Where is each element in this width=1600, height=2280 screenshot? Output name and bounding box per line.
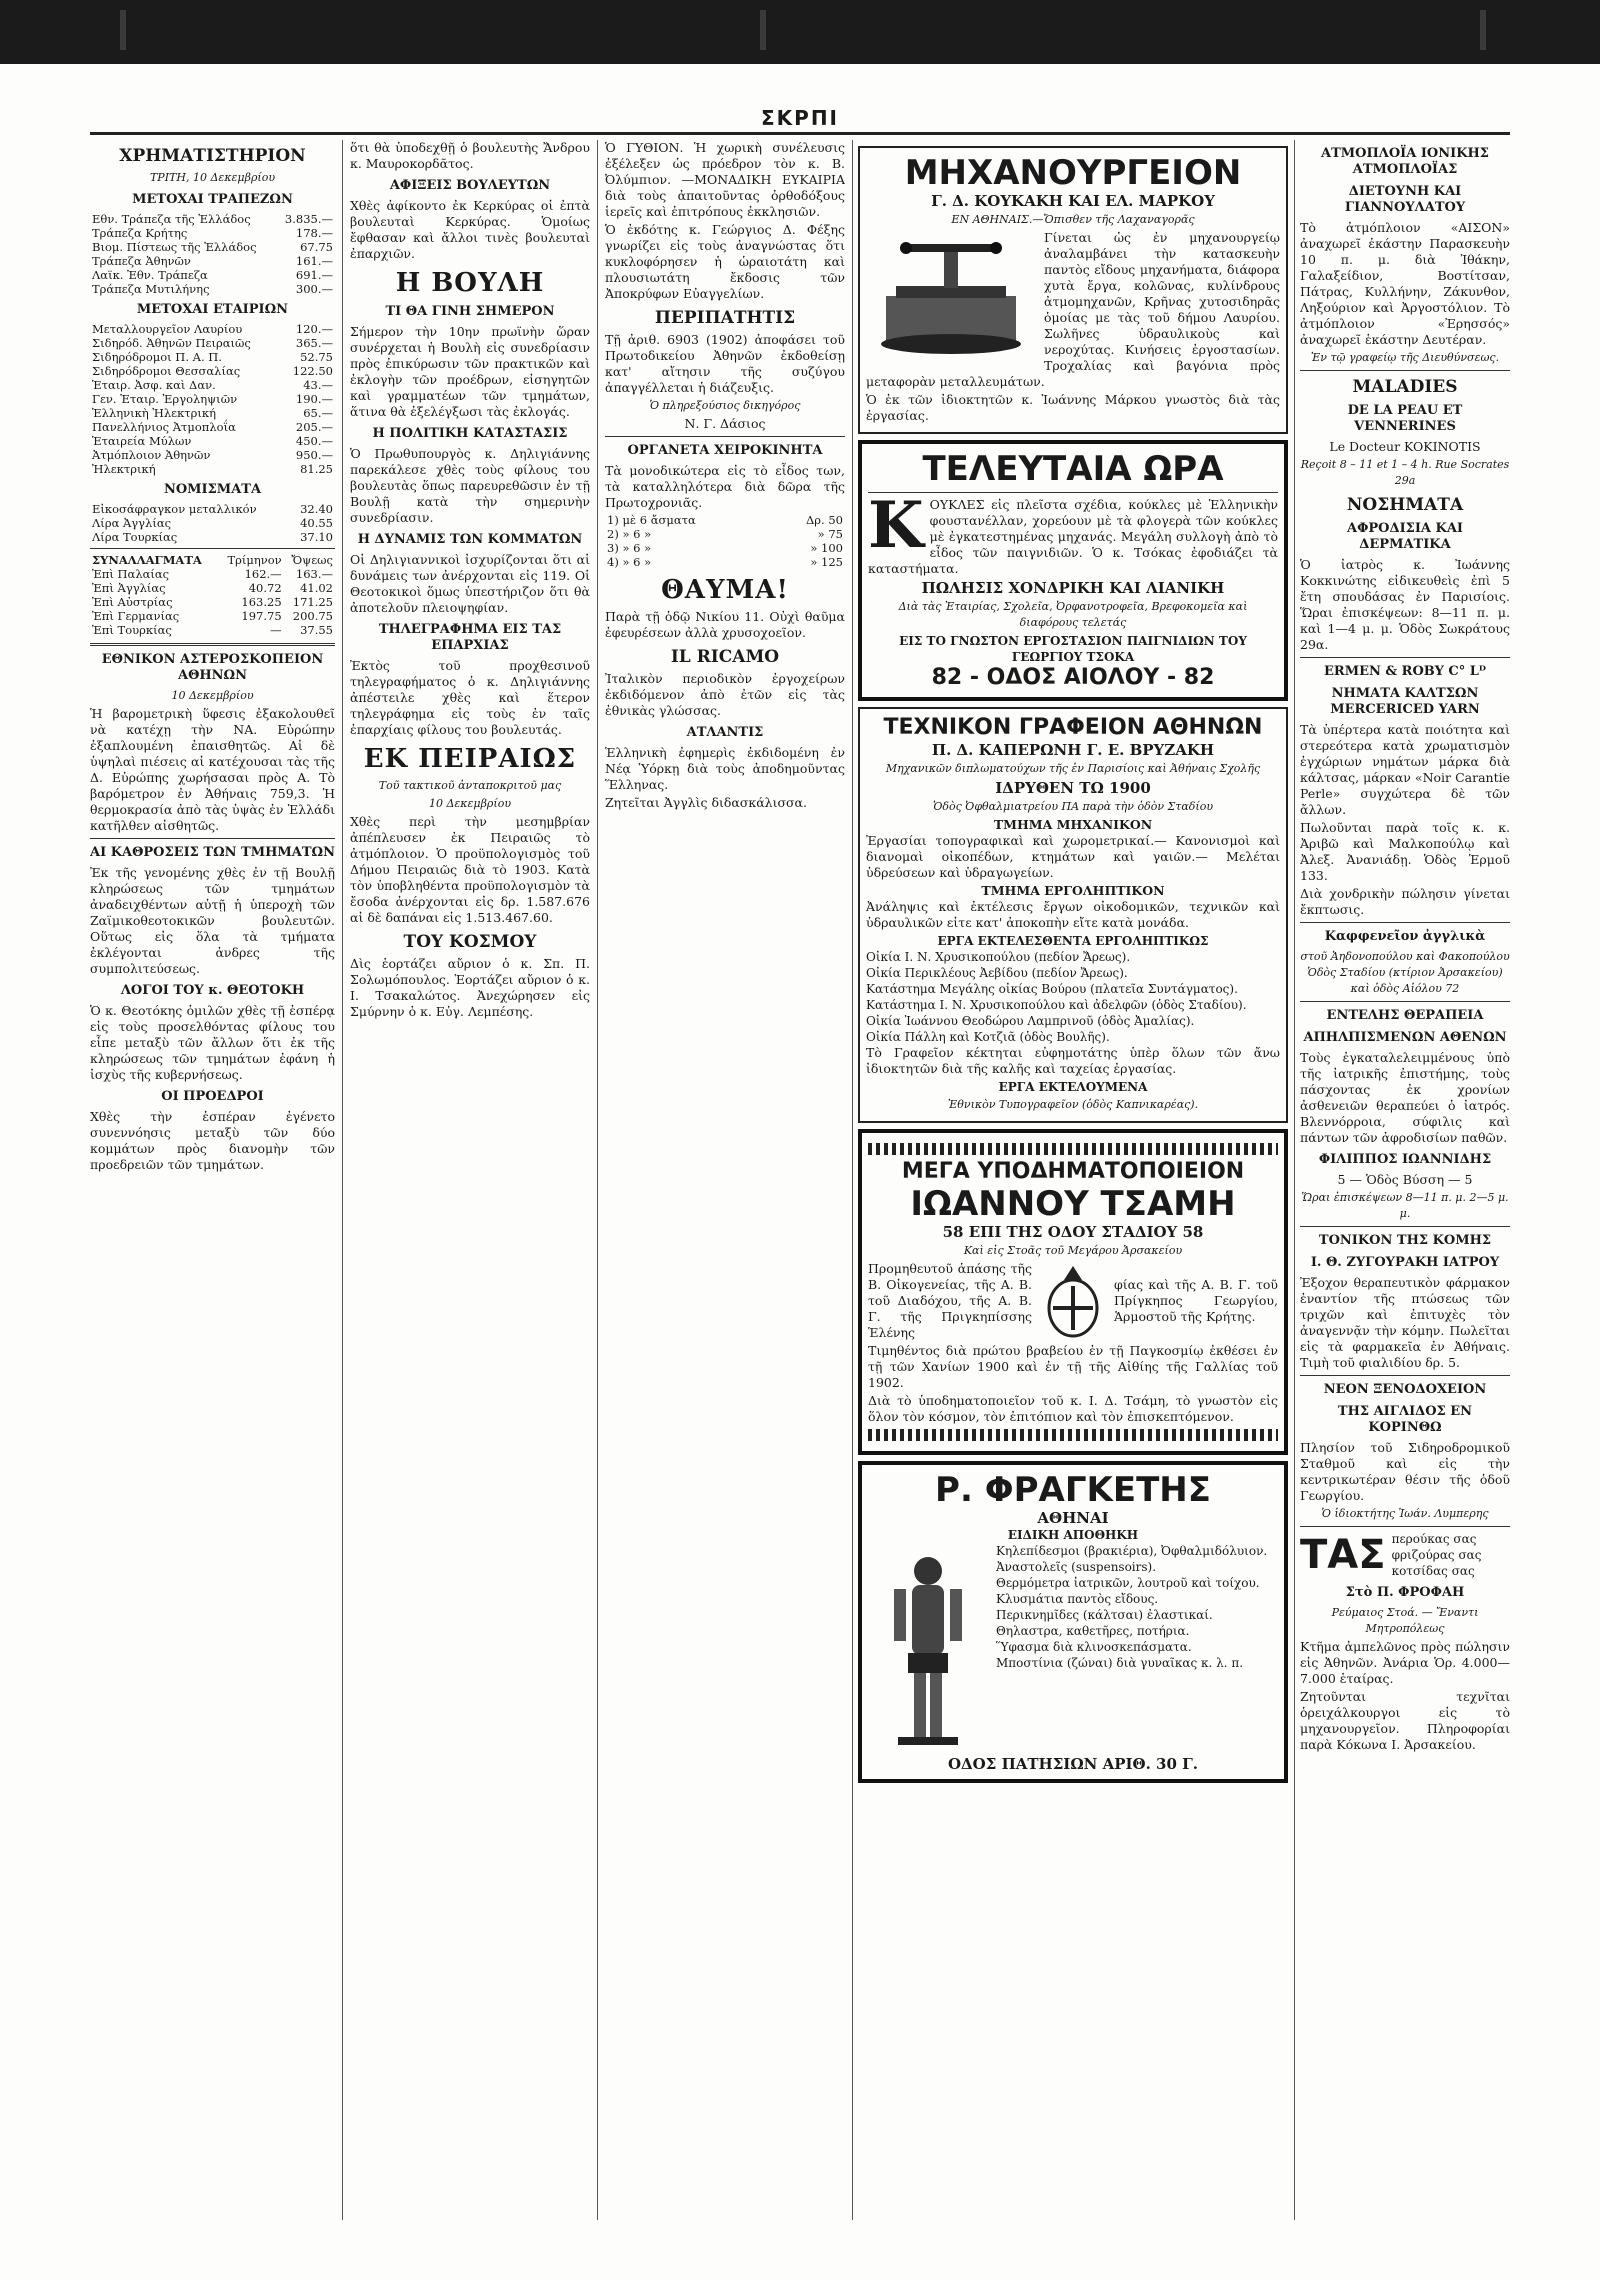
mechanic-owners: Γ. Δ. ΚΟΥΚΑΚΗ ΚΑΙ ΕΛ. ΜΑΡΚΟΥ <box>931 192 1215 210</box>
bank-row-label: Λαϊκ. Ἐθν. Τράπεζα <box>92 268 208 282</box>
divider <box>1300 1526 1510 1527</box>
exchange-row <box>90 623 335 637</box>
organ-row-value: Δρ. 50 <box>805 513 843 527</box>
company-row <box>90 420 335 434</box>
header-rule <box>90 132 1510 135</box>
exchange-col-1: Τρίμηνον <box>227 553 282 567</box>
company-row <box>90 462 335 476</box>
ermen-subheading: ΝΗΜΑΤΑ ΚΑΛΤΣΩΝ MERCERICED YARN <box>1330 686 1480 717</box>
cure-hours: Ὥραι ἐπισκέψεων 8—11 π. μ. 2—5 μ. μ. <box>1301 1191 1509 1220</box>
maladies-subheading: DE LA PEAU ET VENNERINES <box>1347 403 1463 434</box>
maladies-heading: MALADIES <box>1352 377 1458 397</box>
exchange-row-label: Ἐπὶ Τουρκίας <box>92 623 172 637</box>
maladies-greek-subheading: ΑΦΡΟΔΙΣΙΑ ΚΑΙ ΔΕΡΜΑΤΙΚΑ <box>1346 521 1464 552</box>
powers-text: Οἱ Δηλιγιαννικοὶ ἰσχυρίζονται ὅτι αἱ δυνάμεις των ἀνέρχονται εἰς 119. Οἱ Θεοτοκικοὶ ὅμως ὑπεστήριζον ὅτι θὰ ἀποτελοῦν πλειοψηφίαν. <box>350 552 590 615</box>
ornament-border <box>868 1429 1278 1441</box>
companies-heading: ΜΕΤΟΧΑΙ ΕΤΑΙΡΙΩΝ <box>136 302 289 317</box>
top-scan-band <box>0 0 1600 64</box>
company-row-value: 120.— <box>295 322 333 336</box>
steamship-heading: ΑΤΜΟΠΛΟΪΑ ΙΟΝΙΚΗΣ ΑΤΜΟΠΛΟΪΑΣ <box>1321 146 1489 177</box>
lasthour-street: 82 - ΟΔΟΣ ΑΙΟΛΟΥ - 82 <box>931 665 1215 690</box>
shoemaker-right-text: φίας καὶ τῆς Α. Β. Γ. τοῦ Πρίγκηπος Γεωργίου, Ἁρμοστοῦ τῆς Κρήτης. <box>1114 1277 1278 1324</box>
company-row-value: 81.25 <box>300 462 333 476</box>
fragketis-item: Ἀναστολεῖς (suspensoirs). <box>996 1560 1157 1574</box>
coin-row-label: Λίρα Τουρκίας <box>92 530 178 544</box>
companies-table <box>90 322 335 476</box>
divider <box>1300 1375 1510 1376</box>
bank-row-label: Εθν. Τράπεζα τῆς Ἑλλάδος <box>92 212 251 226</box>
fragketis-item: Κλυσμάτια παντὸς εἴδους. <box>996 1592 1159 1606</box>
band-speck <box>1480 10 1486 50</box>
observatory-text: Ἡ βαρομετρικὴ ὕφεσις ἐξακολουθεῖ νὰ κατέχῃ τὴν ΝΑ. Εὐρώπην ἐξαπλουμένη ἐπαισθητῶς. Αἱ δὲ ὑψηλαὶ πιέσεις αἱ κατέχουσαι τὰς τῆς Δ. Εὐρώπης χωρήσασαι πρὸς Α. Τὸ βαρόμετρον ἐν Ἀθήναις 759,3. Ἡ θερμοκρασία ἀπὸ τὰς ὑψὰς ἐν Ἑλλάδι κατῆλθεν αἰσθητῶς. <box>90 706 335 833</box>
coins-table <box>90 502 335 544</box>
exchange-row-value: 163.— <box>295 567 333 581</box>
company-row <box>90 448 335 462</box>
world-text: Δὶς ἑορτάζει αὔριον ὁ κ. Σπ. Π. Σολωμόπουλος. Ἑορτάζει αὔριον ὁ κ. Ι. Τσακαλώτος. Ἀνεχώρησεν εἰς Σμύρνην ὁ κ. Εὐγ. Λεμπέσης. <box>350 956 590 1019</box>
divider <box>90 643 335 646</box>
exchange-row-label: Ἐπὶ Παλαίας <box>92 567 170 581</box>
tech-founded: ΙΔΡΥΘΕΝ ΤΩ 1900 <box>995 779 1151 797</box>
company-row-value: 950.— <box>295 448 333 462</box>
cure-heading: ΕΝΤΕΛΗΣ ΘΕΡΑΠΕΙΑ <box>1326 1008 1484 1023</box>
cabinet-text: Ἐκ τῆς γενομένης χθὲς ἐν τῇ Βουλῇ κληρώσεως τῶν τμημάτων ἀναδειχθέντων αὐτῇ ἡ ὑπεροχὴ τῶν Ζαϊμικοθεοτοκικῶν βουλευτῶν. Οὕτως εἰς ὅλα τὰ τμήματα ἐκλέγονται ἀνδρες τῆς συμπολιτεύσεως. <box>90 865 335 976</box>
fragketis-item: Θερμόμετρα ἰατρικῶν, λουτροῦ καὶ τοίχου. <box>996 1576 1260 1590</box>
company-row-label: Ἠλεκτρική <box>92 462 156 476</box>
column-rule <box>597 140 598 2220</box>
cure-subheading: ΑΠΗΛΠΙΣΜΕΝΩΝ ΑΘΕΝΩΝ <box>1303 1030 1507 1045</box>
piraeus-date: 10 Δεκεμβρίου <box>428 797 512 810</box>
lasthour-sale-detail: Διὰ τὰς Ἑταιρίας, Σχολεῖα, Ὀρφανοτροφεῖα, Βρεφοκομεῖα καὶ διαφόρους τελετάς <box>898 600 1248 629</box>
atlantis-heading: ΑΤΛΑΝΤΙΣ <box>686 725 764 740</box>
fragketis-ad <box>858 1461 1288 1783</box>
tech-dept-2: ΤΜΗΜΑ ΕΡΓΟΛΗΠΤΙΚΟΝ <box>981 883 1165 898</box>
lasthour-title: ΤΕΛΕΥΤΑΙΑ ΩΡΑ <box>922 449 1224 489</box>
bank-row <box>90 240 335 254</box>
maladies-text: Ὁ ἰατρὸς κ. Ἰωάννης Κοκκινώτης εἰδικευθεὶς ἐπὶ 5 ἔτη σπουδάσας ἐν Παρισίοις. Ὥραι ἐπισκέψεων: 8—11 π. μ. καὶ 1—4 μ. μ. Ὁδὸς Σωκράτους 29α. <box>1300 557 1510 652</box>
exchange-row-label: Ἐπὶ Αὐστρίας <box>92 595 173 609</box>
bank-row-label: Τράπεζα Μυτιλήνης <box>92 282 210 296</box>
telegrams-text: Ἐκτὸς τοῦ προχθεσινοῦ τηλεγραφήματος ὁ κ. Δηλιγιάννης ἀπέστειλε χθὲς καὶ ἕτερον τηλεγράφημα εἰς τοὺς ἐν ταῖς ἐπαρχίαις φίλους του βουλευτάς. <box>350 658 590 737</box>
parliament-heading: Η ΒΟΥΛΗ <box>395 268 545 298</box>
exchange-heading: ΣΥΝΑΛΛΑΓΜΑΤΑ <box>92 553 202 567</box>
ornament-border <box>868 1143 1278 1155</box>
bank-row-value: 300.— <box>295 282 333 296</box>
banks-table <box>90 212 335 296</box>
wig-ad-address: Ρεύμαιος Στοά. — Ἔναντι Μητροπόλεως <box>1331 1606 1479 1635</box>
divider <box>605 436 845 437</box>
fragketis-title: Ρ. ΦΡΑΓΚΕΤΗΣ <box>935 1470 1211 1510</box>
mechanic-location: ΕΝ ΑΘΗΝΑΙΣ.—Ὄπισθεν τῆς Λαχαναγορᾶς <box>951 213 1195 226</box>
lasthour-text: ΟΥΚΛΕΣ εἰς πλεῖστα σχέδια, κούκλες μὲ Ἑλληνικὴν φουστανέλλαν, χορεύουν μὲ τὰ φλογερὰ τῶν κούκλες μὲ ἐγκατεστημένας μηχανάς. Μεγάλη συλλογὴ ἀπὸ τὸ εἶδος τῶν παιγνιδιῶν. Ὁ κ. Τσόκας ἐφοδιάζει τὰ καταστήματα. <box>868 497 1278 576</box>
lasthour-address: ΕΙΣ ΤΟ ΓΝΩΣΤΟΝ ΕΡΓΟΣΤΑΣΙΟΝ ΠΑΙΓΝΙΔΙΩΝ ΤΟΥ ΓΕΩΡΓΙΟΥ ΤΣΟΚΑ <box>899 634 1247 664</box>
bourse-heading: ΧΡΗΜΑΤΙΣΤΗΡΙΟΝ <box>119 146 306 166</box>
tech-work-item: Οἰκία Ι. Ν. Χρυσικοπούλου (πεδίον Ἄρεως). <box>866 950 1131 964</box>
ermen-footer: Διὰ χονδρικὴν πώλησιν γίνεται ἔκπτωσις. <box>1300 886 1510 917</box>
shoemaker-address: 58 ΕΠΙ ΤΗΣ ΟΔΟΥ ΣΤΑΔΙΟΥ 58 <box>942 1223 1204 1241</box>
company-row-value: 450.— <box>295 434 333 448</box>
organ-row-label: 4) » 6 » <box>607 555 652 569</box>
lasthour-sale: ΠΩΛΗΣΙΣ ΧΟΝΔΡΙΚΗ ΚΑΙ ΛΙΑΝΙΚΗ <box>921 579 1225 597</box>
organ-row-label: 3) » 6 » <box>607 541 652 555</box>
piraeus-heading: ΕΚ ΠΕΙΡΑΙΩΣ <box>363 744 577 774</box>
tech-address: Ὁδὸς Ὀφθαλμιατρείου ΠΑ παρὰ τὴν ὁδὸν Σταδίου <box>932 800 1214 813</box>
organs-text: Τὰ μονοδικώτερα εἰς τὸ εἶδος των, τὰ καταλληλότερα διὰ δῶρα τῆς Πρωτοχρονιᾶς. <box>605 463 845 510</box>
tech-subtitle: Μηχανικῶν διπλωματούχων τῆς ἐν Παρισίοις καὶ Ἀθήναις Σχολῆς <box>885 762 1261 775</box>
bourse-date: ΤΡΙΤΗ, 10 Δεκεμβρίου <box>149 171 276 184</box>
company-row-label: Πανελλήνιος Ἀτμοπλοΐα <box>92 420 236 434</box>
divider <box>90 838 335 839</box>
col2-lead-text: ὅτι θὰ ὑποδεχθῇ ὁ βουλευτὴς Ἄνδρου κ. Μαυροκορδᾶτος. <box>350 140 590 171</box>
organ-row <box>605 513 845 527</box>
exchange-row-label: Ἐπὶ Ἀγγλίας <box>92 581 166 595</box>
steamship-office: Ἐν τῷ γραφείῳ τῆς Διευθύνσεως. <box>1310 351 1500 364</box>
speech-text: Ὁ κ. Θεοτόκης ὁμιλῶν χθὲς τῇ ἑσπέρᾳ εἰς τοὺς προσελθόντας φίλους του εἶπε μεταξὺ τῶν ἄλλων ὅτι ἐκ τῆς κληρώσεως τῶν τμημάτων ἐφάνη ἡ ἰσχὺς τῆς κυβερνήσεως. <box>90 1003 335 1082</box>
company-row-value: 205.— <box>295 420 333 434</box>
cure-text: Τοὺς ἐγκαταλελειμμένους ὑπὸ τῆς ἰατρικῆς ἐπιστήμης, τοὺς πάσχοντας ἐκ χρονίων ἀσθενειῶν θεραπεύει ὁ ἰατρός. Βλεννόρροια, σύφιλις καὶ πάντων τῶν ἀφροδισίων παθῶν. <box>1300 1050 1510 1145</box>
maladies-greek-heading: ΝΟΣΗΜΑΤΑ <box>1346 495 1464 515</box>
exchange-row-value: 162.— <box>244 567 282 581</box>
exchange-row <box>90 595 335 609</box>
fragketis-items <box>996 1543 1278 1755</box>
wig-ad-title: ΤΑΣ <box>1300 1532 1386 1578</box>
company-row <box>90 364 335 378</box>
bank-row-value: 67.75 <box>300 240 333 254</box>
company-row <box>90 322 335 336</box>
tech-footer: Τὸ Γραφεῖον κέκτηται εὐφημοτάτης ὑπὲρ ὅλων τῶν ἄνω ἰδιοκτητῶν διὰ τῆς καλῆς καὶ ταχείας ἐργασίας. <box>866 1045 1280 1076</box>
organ-row-value: » 100 <box>810 541 843 555</box>
column-5 <box>1300 140 1510 2220</box>
exchange-col-2: Ὄψεως <box>291 553 333 567</box>
tonic-heading: ΤΟΝΙΚΟΝ ΤΗΣ ΚΟΜΗΣ <box>1318 1233 1492 1248</box>
company-row-label: Μεταλλουργεῖον Λαυρίου <box>92 322 243 336</box>
tech-running-heading: ΕΡΓΑ ΕΚΤΕΛΟΥΜΕΝΑ <box>998 1080 1148 1094</box>
fragketis-item: Περικνημῖδες (κάλτσαι) ἐλαστικαί. <box>996 1608 1213 1622</box>
company-row-label: Σιδηρόδ. Ἀθηνῶν Πειραιῶς <box>92 336 251 350</box>
estate-text: Κτῆμα ἀμπελῶνος πρὸς πώλησιν εἰς Ἀθηνῶν. Ἀνάρια Ὁρ. 4.000—7.000 ἑταίρας. <box>1300 1639 1510 1686</box>
tech-work-item: Οἰκία Ἰωάννου Θεοδώρου Λαμπρινοῦ (ὁδὸς Ἀμαλίας). <box>866 1014 1195 1028</box>
organ-row-value: » 75 <box>817 527 843 541</box>
speech-heading: ΛΟΓΟΙ ΤΟΥ κ. ΘΕΟΤΟΚΗ <box>120 983 305 998</box>
tech-dept-2-text: Ἀνάληψις καὶ ἐκτέλεσις ἔργων οἰκοδομικῶν, τεχνικῶν καὶ ὑδραυλικῶν εἰτε κατ' ἀποκοπὴν εἴτε κατὰ μονάδα. <box>866 899 1280 930</box>
bank-row <box>90 268 335 282</box>
tech-work-item: Κατάστημα Ι. Ν. Χρυσικοπούλου καὶ ἀδελφῶν (ὁδὸς Σταδίου). <box>866 998 1247 1012</box>
exchange-row <box>90 609 335 623</box>
bank-row <box>90 254 335 268</box>
company-row <box>90 406 335 420</box>
lasthour-drop-cap: Κ <box>868 488 924 563</box>
observatory-heading: ΕΘΝΙΚΟΝ ΑΣΤΕΡΟΣΚΟΠΕΙΟΝ ΑΘΗΝΩΝ <box>101 652 324 683</box>
statue-figure-icon <box>868 1549 988 1749</box>
exchange-table <box>90 553 335 637</box>
coin-row-value: 40.55 <box>300 516 333 530</box>
company-row-label: Γεν. Ἑταιρ. Ἐργοληψιῶν <box>92 392 238 406</box>
publication-text: Ὁ ἐκδότης κ. Γεώργιος Δ. Φέξης γνωρίζει εἰς τοὺς ἀναγνώστας ὅτι κυκλοφόρησεν ἡ ὡραιοτάτη καὶ πλουσιωτάτη ἔκδοσις τῶν Ἀποκρύφων Εὐαγγελίων. <box>605 222 845 301</box>
fragketis-subtitle: ΕΙΔΙΚΗ ΑΠΟΘΗΚΗ <box>1007 1528 1139 1542</box>
coins-heading: ΝΟΜΙΣΜΑΤΑ <box>163 482 262 497</box>
coin-row <box>90 530 335 544</box>
coin-row-label: Εἰκοσάφραγκον μεταλλικόν <box>92 502 257 516</box>
press-machine-icon <box>866 236 1036 356</box>
ermen-heading: ERMEN & ROBY C° Lᴰ <box>1324 664 1486 679</box>
tech-work-item: Οἰκία Πάλλη καὶ Κοτζιᾶ (ὁδὸς Βουλῆς). <box>866 1030 1110 1044</box>
company-row <box>90 434 335 448</box>
col3-closing-text: Ζητεῖται Ἀγγλὶς διδασκάλισσα. <box>605 795 807 810</box>
bank-row-value: 691.— <box>295 268 333 282</box>
divider <box>1300 922 1510 923</box>
wig-ad-shop: Στὸ Π. ΦΡΟΦΑΗ <box>1345 1585 1465 1600</box>
hotel-subheading: ΤΗΣ ΑΙΓΛΙΔΟΣ ΕΝ ΚΟΡΙΝΘΩ <box>1337 1404 1473 1435</box>
wig-ad-lines <box>1392 1531 1482 1579</box>
fragketis-footer: ΟΔΟΣ ΠΑΤΗΣΙΩΝ ΑΡΙΘ. 30 Γ. <box>947 1755 1199 1773</box>
observatory-date: 10 Δεκεμβρίου <box>171 689 254 702</box>
wig-ad-line: φριζούρας σας <box>1391 1548 1482 1562</box>
divider <box>1300 370 1510 371</box>
signature-title: Ὁ πληρεξούσιος δικηγόρος <box>649 399 801 412</box>
column-2 <box>350 140 590 2220</box>
tech-dept-1-text: Ἐργασίαι τοπογραφικαὶ καὶ χωρομετρικαί.— Κανονισμοὶ καὶ διανομαὶ οἰκοπέδων, κτημάτων καὶ γαιῶν.— Μελέται ὑδρεύσεων καὶ ὑδραγωγείων. <box>866 833 1280 880</box>
mechanic-ad <box>858 146 1288 434</box>
piraeus-text: Χθὲς περὶ τὴν μεσημβρίαν ἀπέπλευσεν ἐκ Πειραιῶς τὸ ἀτμόπλοιον. Ὁ προϋπολογισμὸς τοῦ Δήμου Πειραιῶς διὰ τὸ 1903. Κατὰ τὸν ὑποβληθέντα προϋπολογισμὸν τὰ ἔσοδα ἀνέρχονται εἰς δρ. 1.587.676 αἱ δὲ δαπάναι εἰς 1.513.467.60. <box>350 814 590 925</box>
column-rule <box>852 140 853 2220</box>
organ-row <box>605 555 845 569</box>
divider <box>868 492 1278 493</box>
company-row-value: 190.— <box>295 392 333 406</box>
fragketis-item: Μποστίνια (ζώναι) διὰ γυναῖκας κ. λ. π. <box>996 1656 1244 1670</box>
organ-row-label: 1) μὲ 6 ἄσματα <box>607 513 696 527</box>
divider <box>1300 1001 1510 1002</box>
ricamo-text: Ἰταλικὸν περιοδικὸν ἐργοχείρων ἐκδιδόμενον ἀπὸ ἐτῶν εἰς τὰς ἐθνικὰς γλώσσας. <box>605 671 845 718</box>
shoemaker-footer-2: Διὰ τὸ ὑποδηματοποιεῖον τοῦ κ. Ι. Δ. Τσάμη, τὸ γνωστὸν εἰς ὅλον τὸν κόσμον, τὸν ἐπιτόπιον καὶ τὸν ἐπισκεπτόμενον. <box>868 1393 1278 1424</box>
presidents-heading: ΟΙ ΠΡΟΕΔΡΟΙ <box>161 1089 264 1104</box>
bank-row <box>90 226 335 240</box>
parliament-subheading: ΤΙ ΘΑ ΓΙΝΗ ΣΗΜΕΡΟΝ <box>385 304 555 319</box>
company-row <box>90 336 335 350</box>
tech-running-text: Ἐθνικὸν Τυπογραφεῖον (ὁδὸς Καπνικαρέας). <box>947 1098 1199 1111</box>
organ-row-value: » 125 <box>810 555 843 569</box>
tech-dept-1: ΤΜΗΜΑ ΜΗΧΑΝΙΚΟΝ <box>993 817 1153 832</box>
bank-row-value: 161.— <box>295 254 333 268</box>
coin-row-value: 37.10 <box>300 530 333 544</box>
divider <box>1300 657 1510 658</box>
organ-row-label: 2) » 6 » <box>607 527 652 541</box>
company-row-label: Σιδηρόδρομοι Θεσσαλίας <box>92 364 241 378</box>
company-row-value: 365.— <box>295 336 333 350</box>
company-row-value: 122.50 <box>292 364 333 378</box>
company-row-label: Ἑλληνικὴ Ἠλεκτρική <box>92 406 216 420</box>
column-3 <box>605 140 845 2220</box>
column-rule <box>342 140 343 2220</box>
lasthour-ad <box>858 440 1288 701</box>
organ-row <box>605 527 845 541</box>
exchange-row-value: 37.55 <box>300 623 333 637</box>
departures-heading: ΑΦΙΞΕΙΣ ΒΟΥΛΕΥΤΩΝ <box>389 178 551 193</box>
bank-row-label: Τράπεζα Κρήτης <box>92 226 188 240</box>
exchange-row-value: 41.02 <box>300 581 333 595</box>
company-row-value: 43.— <box>303 378 333 392</box>
hotel-owner: Ὁ ἰδιοκτήτης Ἰωάν. Λυμπερης <box>1321 1507 1489 1520</box>
tech-work-item: Κατάστημα Μεγάλης οἰκίας Βούρου (πλατεῖα Συντάγματος). <box>866 982 1238 996</box>
shoemaker-address-2: Καὶ εἰς Στοᾶς τοῦ Μεγάρου Ἀρσακείου <box>963 1244 1183 1257</box>
column-4 <box>858 140 1288 2220</box>
company-row <box>90 378 335 392</box>
mechanic-footer: Ὁ ἐκ τῶν ἰδιοκτητῶν κ. Ἰωάννης Μάρκου γνωστὸς διὰ τὰς ἐργασίας. <box>866 392 1280 423</box>
cure-address: 5 — Ὁδὸς Βύσση — 5 <box>1337 1172 1473 1187</box>
tech-work-item: Οἰκία Περικλέους Ἀεβίδου (πεδίον Ἄρεως). <box>866 966 1128 980</box>
politics-heading: Η ΠΟΛΙΤΙΚΗ ΚΑΤΑΣΤΑΣΙΣ <box>372 426 568 441</box>
exchange-row-value: 171.25 <box>292 595 333 609</box>
tech-office-ad <box>858 707 1288 1123</box>
departures-text: Χθὲς ἀφίκοντο ἐκ Κερκύρας οἱ ἐπτὰ βουλευταὶ Κερκύρας. Ὁμοίως ἔφθασαν καὶ ἄλλοι τινὲς βουλευταὶ ἐπαρχιῶν. <box>350 198 590 261</box>
exchange-row-value: 200.75 <box>292 609 333 623</box>
company-row-label: Ἑταιρ. Ἀσφ. καὶ Δαν. <box>92 378 216 392</box>
hotel-text: Πλησίον τοῦ Σιδηροδρομικοῦ Σταθμοῦ καὶ εἰς τὴν κεντρικωτέραν θέσιν τῆς ὁδοῦ Γεωργίου. <box>1300 1440 1510 1503</box>
parliament-text: Σήμερον τὴν 10ην πρωϊνὴν ὥραν συνέρχεται ἡ Βουλὴ εἰς συνεδρίασιν πρὸς ἐπικύρωσιν τῶν πρακτικῶν καὶ ἐκλογὴν τῶν προέδρων, εἰσηγητῶν καὶ γραμματέων τῶν τμημάτων, ἅτινα θὰ ἐξελέγξωσι τὰς ἐκλογάς. <box>350 324 590 419</box>
peripatos-heading: ΠΕΡΙΠΑΤΗΤΙΣ <box>654 308 796 328</box>
cure-doctor: ΦΙΛΙΠΠΟΣ ΙΩΑΝΝΙΔΗΣ <box>1318 1152 1492 1167</box>
company-row-label: Ἑταιρεία Μύλων <box>92 434 192 448</box>
company-row-label: Ἀτμόπλοιον Ἀθηνῶν <box>92 448 211 462</box>
tech-works-heading: ΕΡΓΑ ΕΚΤΕΛΕΣΘΕΝΤΑ ΕΡΓΟΛΗΠΤΙΚΩΣ <box>937 934 1209 948</box>
peripatos-text: Τῇ ἀριθ. 6903 (1902) ἀποφάσει τοῦ Πρωτοδικείου Ἀθηνῶν ἐκδοθείσῃ κατ' αἴτησιν τῆς συζύγου ἀπαγγέλλεται ἡ διάζευξις. <box>605 332 845 395</box>
bank-row-value: 178.— <box>295 226 333 240</box>
cafe-heading: Καφφενεῖον ἀγγλικὰ <box>1324 929 1486 944</box>
bank-row-label: Βιομ. Πίστεως τῆς Ἑλλάδος <box>92 240 257 254</box>
exchange-row <box>90 567 335 581</box>
fragketis-item: Ὕφασμα διὰ κλινοσκεπάσματα. <box>996 1640 1192 1654</box>
wig-ad-line: κοτσίδας σας <box>1391 1564 1475 1578</box>
ermen-text: Τὰ ὑπέρτερα κατὰ ποιότητα καὶ στερεότερα κατὰ χρωματισμὸν ἐγχώριων νημάτων μάρκα διὰ κάλτσας, μάρκαν «Noir Carantie Perle» συγχώτερα δὲ τῶν ἄλλων. <box>1300 722 1510 817</box>
col3-lead-text: Ὁ ΓΥΘΙΟΝ. Ἡ χωρικὴ συνέλευσις ἐξέλεξεν ὡς πρόεδρον τὸν κ. Β. Ὀλύμπιον. —ΜΟΝΑΔΙΚΗ ΕΥΚΑΙΡΙΑ διὰ τοὺς ἀπαιτοῦντας ὀρθοδόξους ἱερεῖς καὶ ἐπιτρόπους ἐκκλησιῶν. <box>605 140 845 219</box>
band-speck <box>760 10 766 50</box>
tonic-text: Ἐξοχον θεραπευτικὸν φάρμακον ἐναντίον τῆς πτώσεως τῶν τριχῶν καὶ ἐπιτυχὲς τὸν ἀναγεννᾷν τὴν κόμην. Πωλεῖται εἰς τὰ φαρμακεῖα ἐν Ἀθήναις. Τιμὴ τοῦ φιαλιδίου δρ. 5. <box>1300 1275 1510 1370</box>
bank-row <box>90 282 335 296</box>
shoemaker-title: ΜΕΓΑ ΥΠΟΔΗΜΑΤΟΠΟΙΕΙΟΝ <box>901 1159 1245 1184</box>
bank-row <box>90 212 335 226</box>
piraeus-subheading: Τοῦ τακτικοῦ ἀνταποκριτοῦ μας <box>378 779 562 792</box>
shoemaker-ad <box>858 1129 1288 1455</box>
tonic-subheading: Ι. Θ. ΖΥΓΟΥΡΑΚΗ ΙΑΤΡΟΥ <box>1310 1255 1500 1270</box>
signature-name: Ν. Γ. Δάσιος <box>684 416 766 431</box>
powers-heading: Η ΔΥΝΑΜΙΣ ΤΩΝ ΚΟΜΜΑΤΩΝ <box>357 532 583 547</box>
organs-heading: ΟΡΓΑΝΕΤΑ ΧΕΙΡΟΚΙΝΗΤΑ <box>627 443 823 458</box>
mechanic-title: ΜΗΧΑΝΟΥΡΓΕΙΟΝ <box>904 153 1242 193</box>
band-speck <box>120 10 126 50</box>
ermen-sale: Πωλοῦνται παρὰ τοῖς κ. κ. Ἀριβῶ καὶ Μαλκοπούλῳ καὶ Ἀλεξ. Ἀνανιάδῃ. Ὁδὸς Ἑρμοῦ 133. <box>1300 820 1510 883</box>
exchange-row <box>90 581 335 595</box>
exchange-row-value: — <box>270 623 282 637</box>
divider <box>1300 1226 1510 1227</box>
tech-names: Π. Δ. ΚΑΠΕΡΩΝΗ Γ. Ε. ΒΡΥΖΑΚΗ <box>931 741 1215 759</box>
page-number: ΣΚΡΠΙ <box>761 106 839 130</box>
tech-works-list <box>866 949 1280 1045</box>
miracle-heading: ΘΑΥΜΑ! <box>661 575 789 605</box>
cabinet-heading: ΑΙ ΚΑΘΡΟΣΕΙΣ ΤΩΝ ΤΜΗΜΑΤΩΝ <box>90 845 335 860</box>
steamship-text: Τὸ ἀτμόπλοιον «ΑΙΣΟΝ» ἀναχωρεῖ ἐκάστην Παρασκευὴν 10 π. μ. διὰ Ἰθάκην, Γαλαξείδιον, Βοστίτσαν, Πάτρας, Κυλλήνην, Ζάκυνθον, Ληξούριον καὶ Ἀργοστόλιον. Τὸ ἀτμόπλοιον «Ἐρησσός» ἀναχωρεῖ ἑκάστην Δευτέραν. <box>1300 220 1510 347</box>
world-heading: ΤΟΥ ΚΟΣΜΟΥ <box>403 932 537 952</box>
divider <box>90 548 335 549</box>
exchange-row-value: 197.75 <box>241 609 282 623</box>
shoemaker-left-text: Προμηθευτοῦ ἁπάσης τῆς Β. Οἰκογενείας, τῆς Α. Β. τοῦ Διαδόχου, τῆς Α. Β. Γ. τῆς Πριγκηπίσσης Ἑλένης <box>868 1261 1032 1340</box>
maladies-hours: Reçoit 8 – 11 et 1 – 4 h. Rue Socrates 29a <box>1300 458 1510 487</box>
ricamo-heading: IL RICAMO <box>670 647 780 667</box>
fragketis-item: Θηλαστρα, καθετῆρες, ποτήρια. <box>996 1624 1190 1638</box>
banks-heading: ΜΕΤΟΧΑΙ ΤΡΑΠΕΖΩΝ <box>132 192 293 207</box>
wig-ad-line: περούκας σας <box>1391 1532 1477 1546</box>
organs-table <box>605 513 845 569</box>
fragketis-item: Κηλεπίδεσμοι (βρακιέρια), Ὀφθαλμιδόλυιον. <box>996 1544 1268 1558</box>
seek-text: Ζητοῦνται τεχνῖται ὁρειχάλκουργοι εἰς τὸ μηχανουργεῖον. Πληροφορίαι παρὰ Κόκωνα Ι. Ἀρσακείου. <box>1300 1689 1510 1752</box>
company-row-label: Σιδηρόδρομοι Π. Α. Π. <box>92 350 222 364</box>
coin-row-label: Λίρα Ἀγγλίας <box>92 516 172 530</box>
company-row-value: 52.75 <box>300 350 333 364</box>
column-1 <box>90 140 335 2220</box>
politics-text: Ὁ Πρωθυπουργὸς κ. Δηλιγιάννης παρεκάλεσε χθὲς τοὺς φίλους του βουλευτὰς ὅπως παρευρεθῶσιν ἐν τῇ Βουλῇ κατὰ τὴν σημερινὴν συνεδρίασιν. <box>350 446 590 525</box>
organ-row <box>605 541 845 555</box>
miracle-text: Παρὰ τῇ ὁδῷ Νικίου 11. Οὐχὶ θαῦμα ἐφευρέσεων ἀλλὰ χρυσοχοεῖον. <box>605 609 845 640</box>
coin-row <box>90 502 335 516</box>
maladies-doctor: Le Docteur KOKINOTIS <box>1329 439 1481 454</box>
presidents-text: Χθὲς τὴν ἑσπέραν ἐγένετο συνεννόησις μεταξὺ τῶν δύο κομμάτων πρὸς διανομὴν τῶν προεδρειῶν τῶν τμημάτων. <box>90 1109 335 1172</box>
bank-row-value: 3.835.— <box>284 212 333 226</box>
company-row <box>90 392 335 406</box>
atlantis-text: Ἑλληνικὴ ἐφημερὶς ἐκδιδομένη ἐν Νέᾳ Ὑόρκῃ διὰ τοὺς ἀποδημοῦντας Ἕλληνας. <box>605 745 845 792</box>
steamship-subheading: ΔΙΕΤΟΥΝΗ ΚΑΙ ΓΙΑΝΝΟΥΛΑΤΟΥ <box>1344 184 1466 215</box>
tech-title: ΤΕΧΝΙΚΟΝ ΓΡΑΦΕΙΟΝ ΑΘΗΝΩΝ <box>883 715 1263 740</box>
fragketis-city: ΑΘΗΝΑΙ <box>1037 1509 1109 1527</box>
royal-crest-icon <box>1038 1262 1108 1342</box>
exchange-row-value: 40.72 <box>248 581 282 595</box>
coin-row <box>90 516 335 530</box>
exchange-row-value: 163.25 <box>241 595 282 609</box>
company-row-value: 65.— <box>303 406 333 420</box>
company-row <box>90 350 335 364</box>
exchange-row-label: Ἐπὶ Γερμανίας <box>92 609 180 623</box>
bank-row-label: Τράπεζα Ἀθηνῶν <box>92 254 191 268</box>
cafe-text: στοῦ Ἀηδονοπούλου καὶ Φακοπούλου Ὁδὸς Σταδίου (κτίριον Ἀρσακείου) καὶ ὁδὸς Αἰόλου 72 <box>1300 950 1510 995</box>
column-rule <box>1294 140 1295 2220</box>
hotel-heading: ΝΕΟΝ ΞΕΝΟΔΟΧΕΙΟΝ <box>1323 1382 1487 1397</box>
coin-row-value: 32.40 <box>300 502 333 516</box>
shoemaker-footer: Τιμηθέντος διὰ πρώτου βραβείου ἐν τῇ Παγκοσμίῳ ἐκθέσει ἐν τῇ τῶν Χανίων 1900 καὶ ἐν τῇ τῆς Αἰθίης τῆς Γαλλίας τοῦ 1902. <box>868 1343 1278 1390</box>
mechanic-text: Γίνεται ὡς ἐν μηχανουργείῳ ἀναλαμβάνει τὴν κατασκευὴν παντὸς εἴδους μηχανήματα, διάφορα χυτὰ ἔργα, κολῶνας, κυλίνδρους ἀτμομηχανῶν, Κρῆνας χυτοσιδηρᾶς ὁμοίας με τὰς τοῦ δήμου Λαυρίου. Σωλῆνες ὑδραυλικοὺς καὶ νεροχύτας. Κινήσεις ἐργοστασίων. Τροχαλίας καὶ βαγόνια πρὸς μεταφορὰν μεταλλευμάτων. <box>866 230 1280 389</box>
telegrams-heading: ΤΗΛΕΓΡΑΦΗΜΑ ΕΙΣ ΤΑΣ ΕΠΑΡΧΙΑΣ <box>378 622 562 653</box>
shoemaker-name: ΙΩΑΝΝΟΥ ΤΣΑΜΗ <box>910 1184 1236 1224</box>
